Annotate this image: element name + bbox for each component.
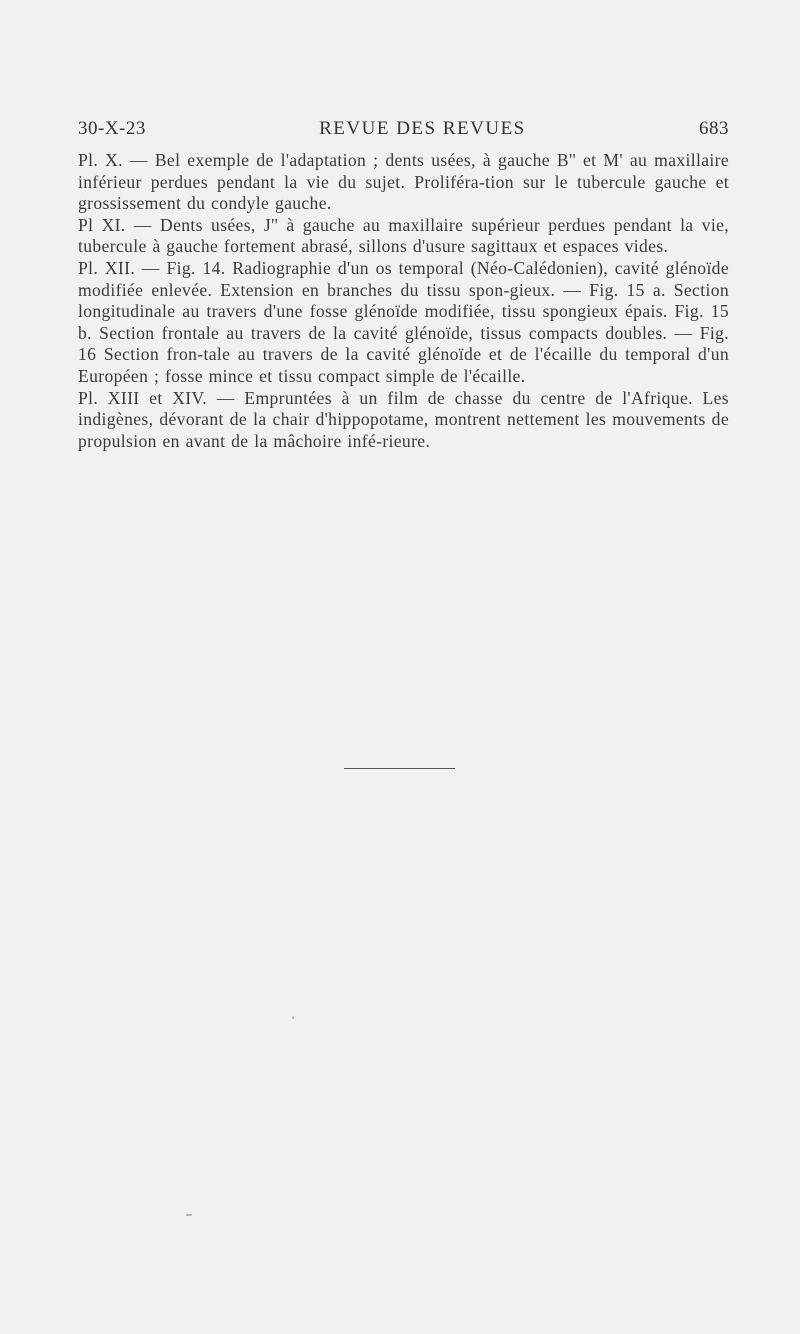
page-number: 683 bbox=[698, 118, 729, 139]
paragraph-plate-xii: Pl. XII. — Fig. 14. Radiographie d'un os temporal (Néo-Calédonien), cavité glénoïde modifiée enlevée. Extension en branches du tissu spon-gieux. — Fig. 15 a. Section longitudinale au travers d'une fosse glénoïde modifiée, tissu spongieux épais. Fig. 15 b. Section frontale au travers de la cavité glénoïde, tissus compacts doubles. — Fig. 16 Section fron-tale au travers de la cavité glénoïde et de l'écaille du temporal d'un Européen ; fosse mince et tissu compact simple de l'écaille. bbox=[78, 257, 729, 386]
running-head-date: 30-X-23 bbox=[78, 118, 146, 139]
paragraph-plate-xiii-xiv: Pl. XIII et XIV. — Empruntées à un film de chasse du centre de l'Afrique. Les indigènes, dévorant de la chair d'hippopotame, montrent nettement les mouvements de propulsion en avant de la mâchoire infé-rieure. bbox=[78, 387, 729, 451]
section-divider bbox=[344, 768, 455, 769]
page-content bbox=[78, 118, 729, 452]
paragraph-plate-xi: Pl XI. — Dents usées, J'' à gauche au maxillaire supérieur perdues pendant la vie, tubercule à gauche fortement abrasé, sillons d'usure sagittaux et espaces vides. bbox=[78, 214, 729, 257]
paper-speck bbox=[186, 1214, 192, 1216]
paper-speck bbox=[292, 1016, 294, 1019]
running-head bbox=[78, 118, 729, 150]
body-text bbox=[78, 150, 729, 452]
running-head-title: REVUE DES REVUES bbox=[319, 118, 526, 139]
paragraph-plate-x: Pl. X. — Bel exemple de l'adaptation ; dents usées, à gauche B'' et M' au maxillaire inférieur perdues pendant la vie du sujet. Proliféra-tion sur le tubercule gauche et grossissement du condyle gauche. bbox=[78, 150, 729, 214]
